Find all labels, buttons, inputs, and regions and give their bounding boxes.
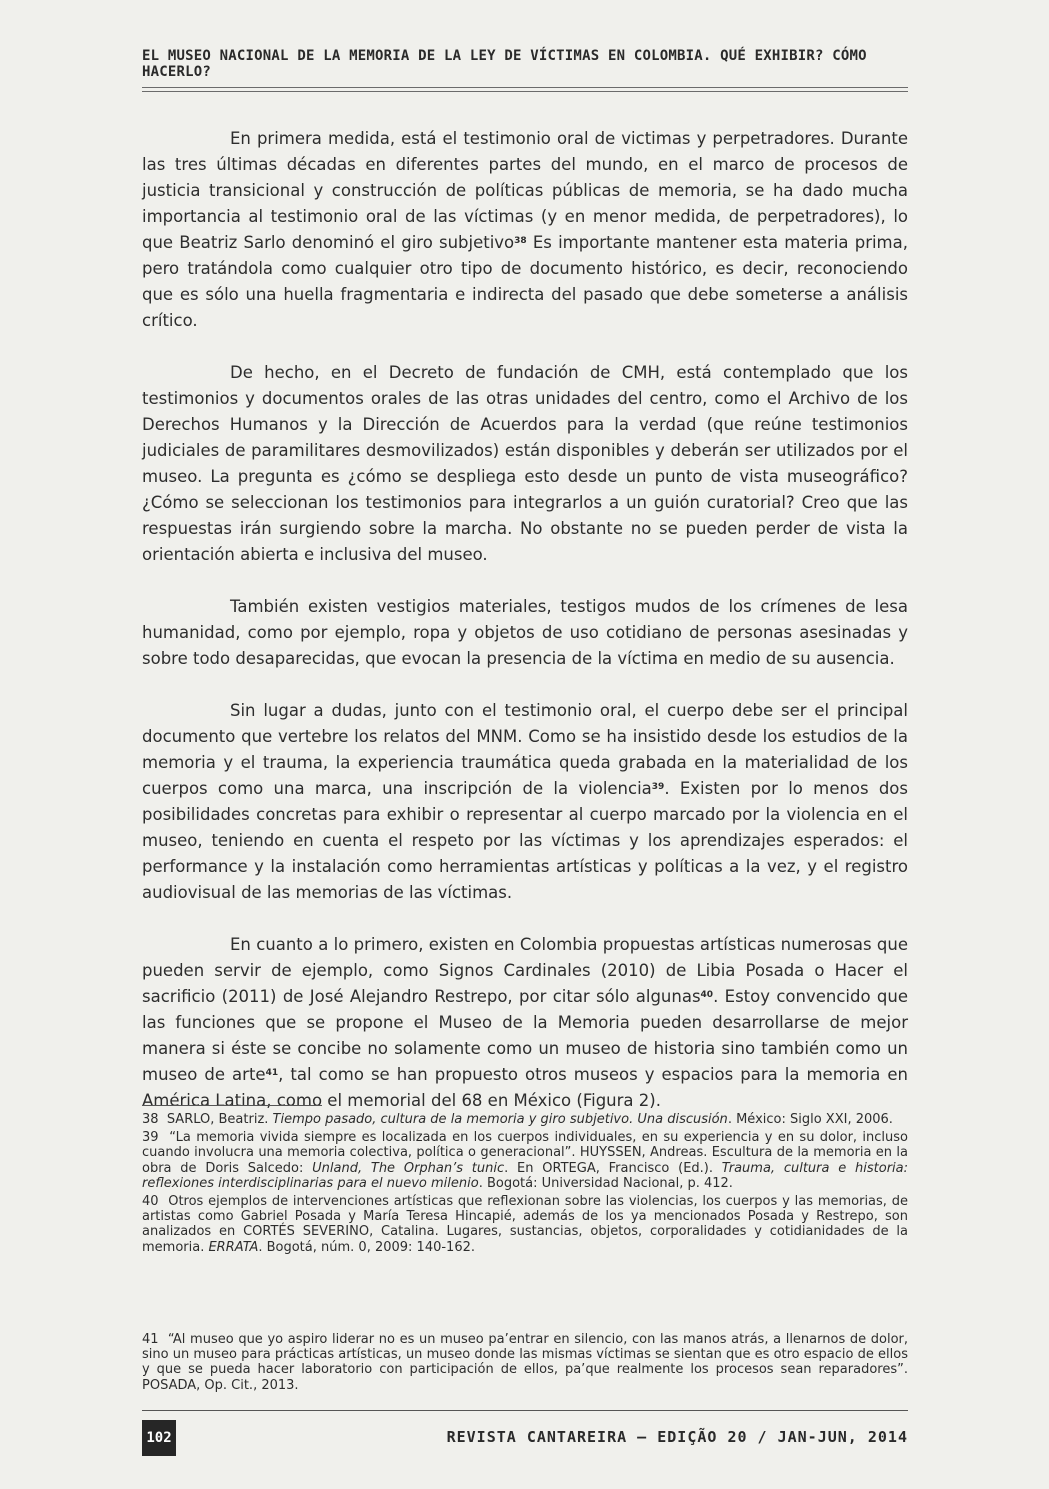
paragraph-4: Sin lugar a dudas, junto con el testimonio oral, el cuerpo debe ser el principal documento que vertebre los relatos del MNM. Como se ha insistido desde los estudios de la memoria y el trauma, la experiencia traumática queda grabada en la materialidad de los cuerpos como una marca, una inscripción de la violencia$^{39}$. Existen por lo menos dos posibilidades concretas para exhibir o representar al cuerpo marcado por la violencia en el museo, teniendo en cuenta el respeto por las víctimas y los aprendizajes esperados: el performance y la instalación como herramientas artísticas y políticas a la vez, y el registro audiovisual de las memorias de las víctimas. [142,701,908,902]
footnotes [142,1112,908,1258]
footnote-39: 39 “La memoria vivida siempre es localizada en los cuerpos individuales, en su experiencia y en su dolor, incluso cuando involucra una memoria colectiva, política o generacional”. HUYSSEN, Andreas. Escultura de la memoria en la obra de Doris Salcedo: Unland, The Orphan’s tunic. En ORTEGA, Francisco (Ed.). Trauma, cultura e historia: reflexiones interdisciplinarias para el nuevo milenio. Bogotá: Universidad Nacional, p. 412. [142,1130,909,1191]
footnote-ref-39[interactable]: 39 [651,782,665,792]
running-head: EL MUSEO NACIONAL DE LA MEMORIA DE LA LEY DE VÍCTIMAS EN COLOMBIA. QUÉ EXHIBIR? CÓMO HACERLO? [142,48,867,80]
journal-footer: REVISTA CANTAREIRA – EDIÇÃO 20 / JAN-JUN, 2014 [446,1428,908,1446]
footnote-ref-38[interactable]: 38 [514,236,527,246]
footnote-41: 41 “Al museo que yo aspiro liderar no es un museo pa’entrar en silencio, con las manos atrás, a llenarnos de dolor, sino un museo para prácticas artísticas, un museo donde las mismas víctimas se sientan que es otro espacio de ellos y que se pueda hacer laboratorio con participación de ellos, pa’que realmente los procesos sean reparadores”. POSADA, Op. Cit., 2013. [142,1332,909,1393]
header-rule-bottom [142,91,908,92]
footnote-ref-40[interactable]: 40 [700,990,714,1000]
header-rule-top [142,87,908,88]
footnote-ref-41[interactable]: 41 [265,1068,279,1078]
paragraph-5: En cuanto a lo primero, existen en Colombia propuestas artísticas numerosas que pueden servir de ejemplo, como Signos Cardinales (2010) de Libia Posada o Hacer el sacrificio (2011) de José Alejandro Restrepo, por citar sólo algunas$^{40}$. Estoy convencido que las funciones que se propone el Museo de la Memoria pueden desarrollarse de mejor manera si éste se concibe no solamente como un museo de historia sino también como un museo de arte$^{41}$, tal como se han propuesto otros museos y espacios para la memoria en América Latina, como el memorial del 68 en México (Figura 2). [142,935,908,1110]
footer-rule [142,1410,908,1411]
paragraph-2: De hecho, en el Decreto de fundación de CMH, está contemplado que los testimonios y documentos orales de las otras unidades del centro, como el Archivo de los Derechos Humanos y la Dirección de Acuerdos para la verdad (que reúne testimonios judiciales de paramilitares desmovilizados) están disponibles y deberán ser utilizados por el museo. La pregunta es ¿cómo se despliega esto desde un punto de vista museográfico? ¿Cómo se seleccionan los testimonios para integrarlos a un guión curatorial? Creo que las respuestas irán surgiendo sobre la marcha. No obstante no se pueden perder de vista la orientación abierta e inclusiva del museo. [142,363,908,564]
page-number: 102 [142,1420,176,1456]
footnote-40: 40 Otros ejemplos de intervenciones artísticas que reflexionan sobre las violencias, los cuerpos y las memorias, de artistas como Gabriel Posada y María Teresa Hincapié, además de los ya mencionados Posada y Restrepo, son analizados en CORTÉS SEVERINO, Catalina. Lugares, sustancias, objetos, corporalidades y cotidianidades de la memoria. ERRATA. Bogotá, núm. 0, 2009: 140-162. [142,1194,909,1255]
article-body [142,126,908,1140]
footnote-38: 38 SARLO, Beatriz. Tiempo pasado, cultura de la memoria y giro subjetivo. Una discusión. México: Siglo XXI, 2006. [142,1112,893,1127]
footnote-separator [142,1105,322,1106]
paragraph-1: En primera medida, está el testimonio oral de victimas y perpetradores. Durante las tres últimas décadas en diferentes partes del mundo, en el marco de procesos de justicia transicional y construcción de políticas públicas de memoria, se ha dado mucha importancia al testimonio oral de las víctimas (y en menor medida, de perpetradores), lo que Beatriz Sarlo denominó el giro subjetivo$^{38}$ Es importante mantener esta materia prima, pero tratándola como cualquier otro tipo de documento histórico, es decir, reconociendo que es sólo una huella fragmentaria e indirecta del pasado que debe someterse a análisis crítico. [142,129,908,330]
paragraph-3: También existen vestigios materiales, testigos mudos de los crímenes de lesa humanidad, como por ejemplo, ropa y objetos de uso cotidiano de personas asesinadas y sobre todo desaparecidas, que evocan la presencia de la víctima en medio de su ausencia. [142,597,908,668]
